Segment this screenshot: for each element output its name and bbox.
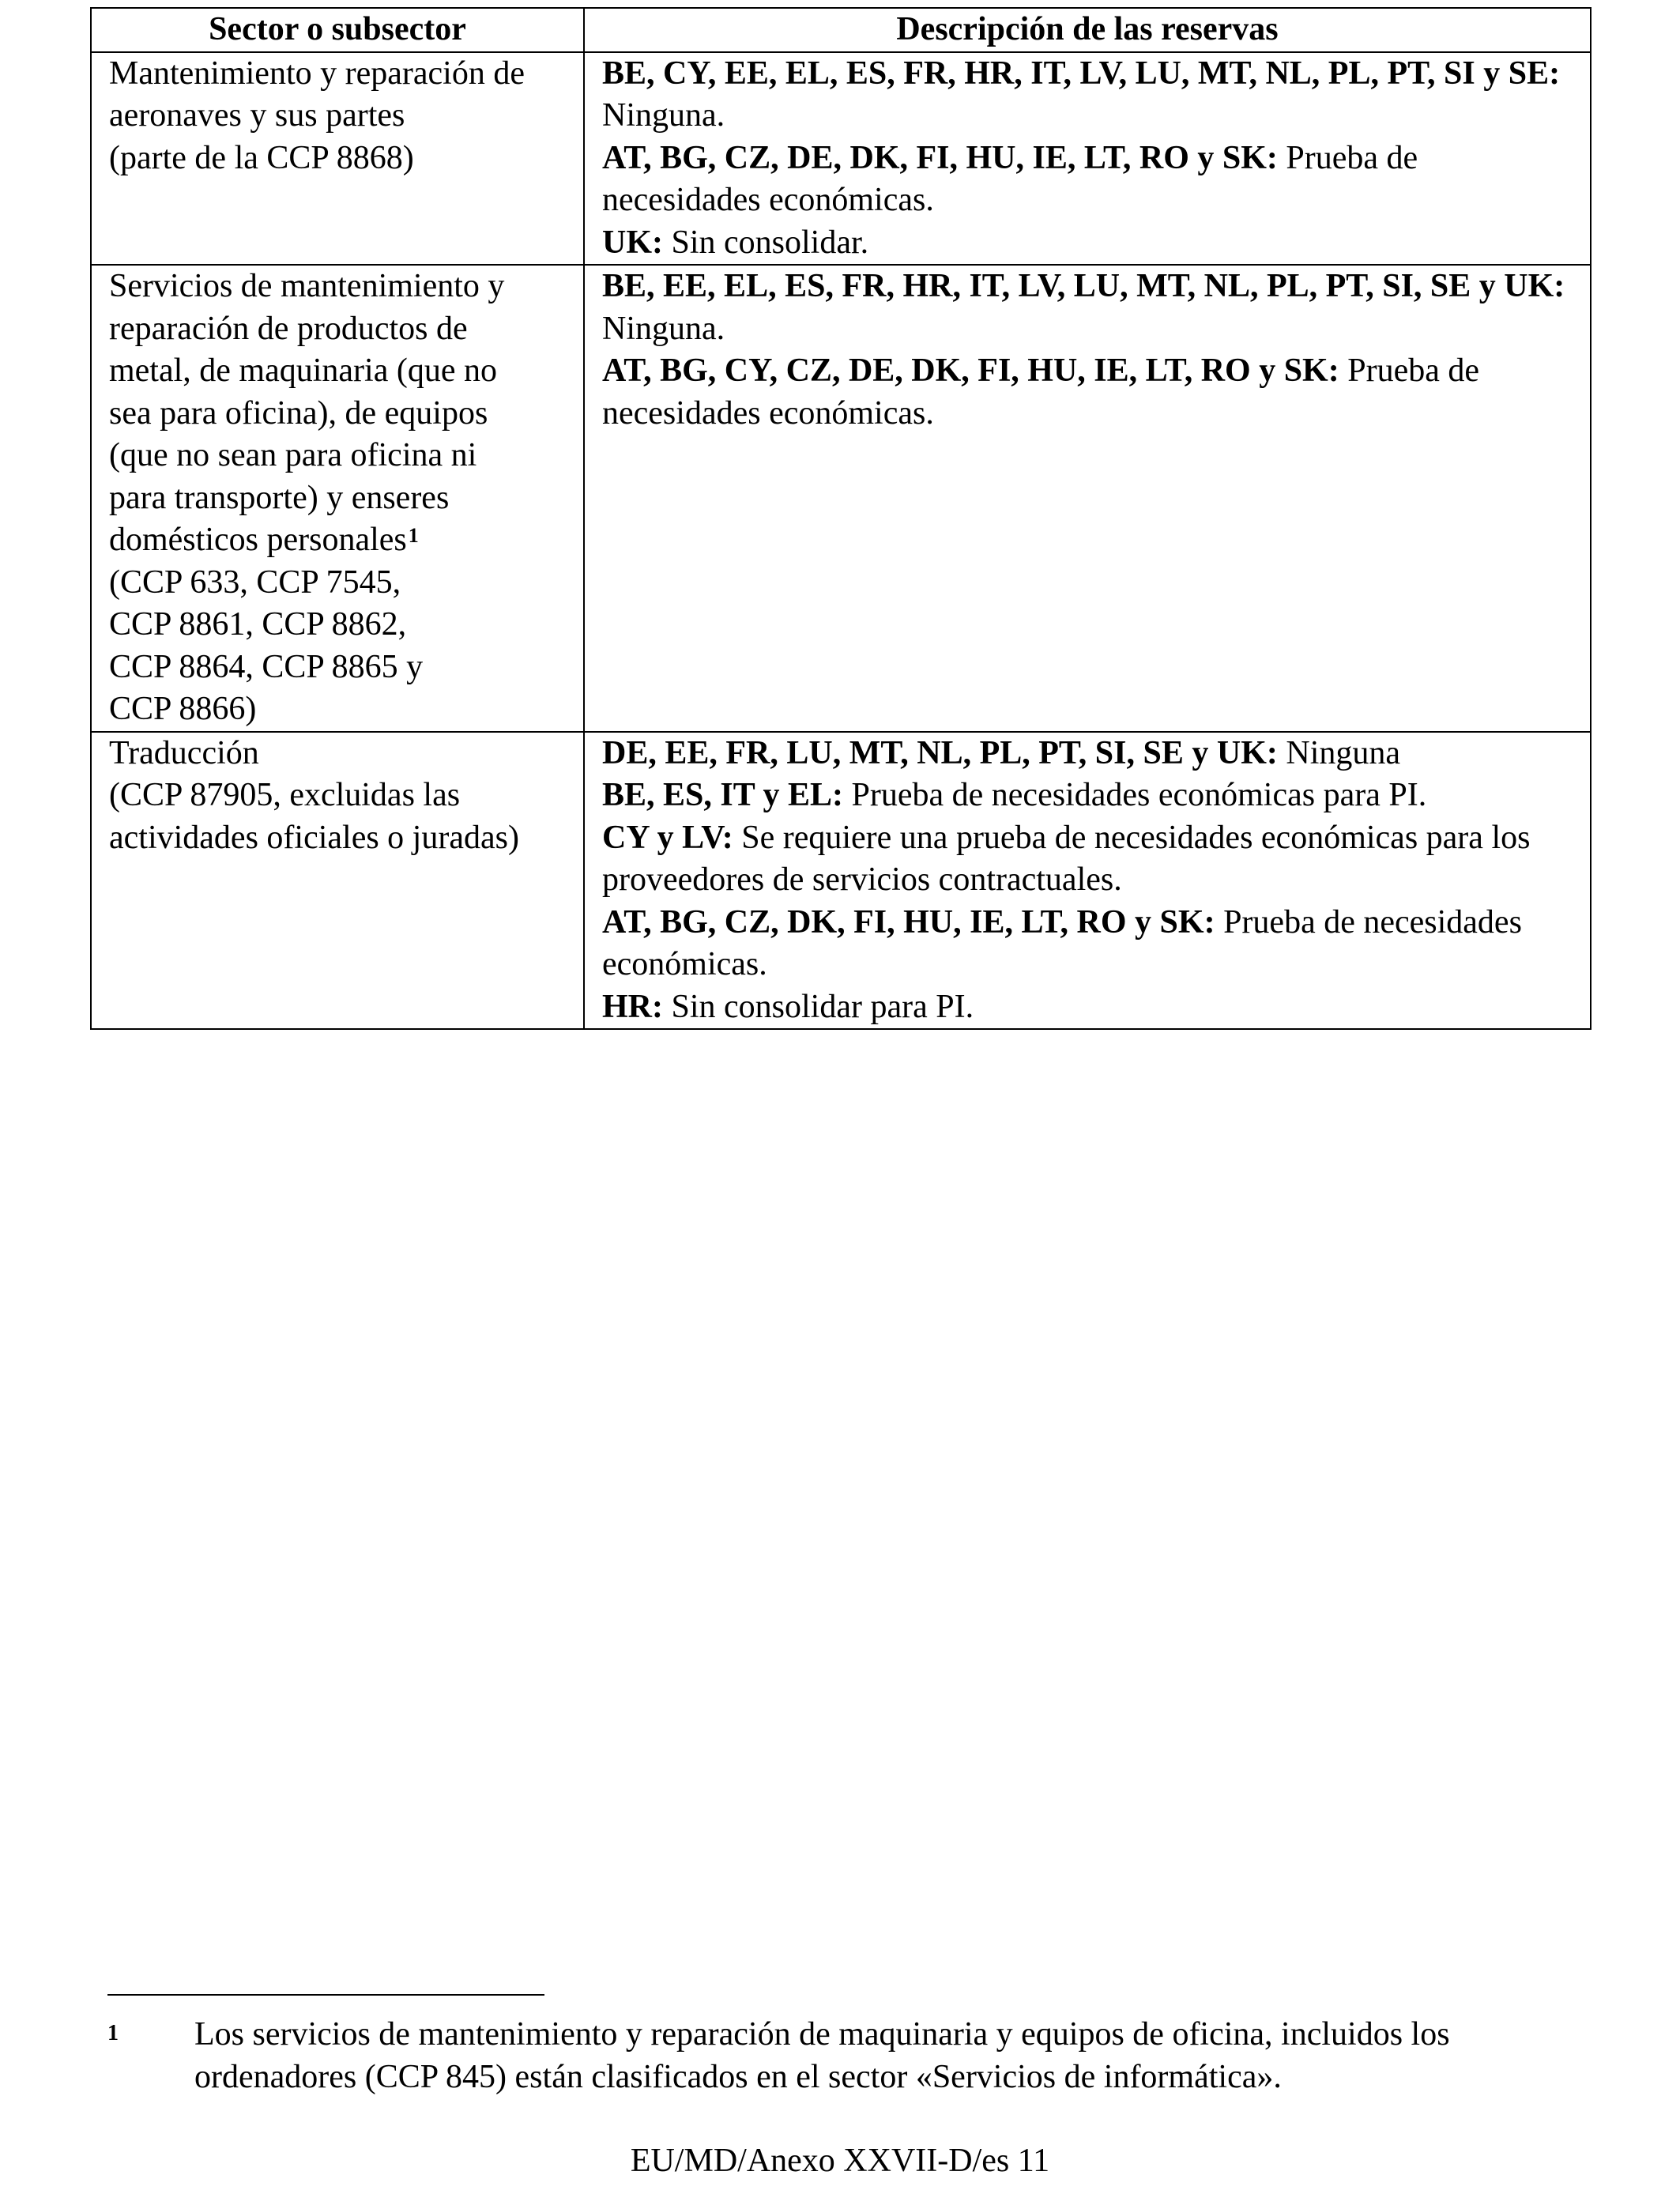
- reservation-entry: [602, 986, 1577, 1029]
- reservation-entry: [602, 817, 1577, 902]
- reservation-cell: [584, 52, 1591, 266]
- sector-line: (que no sean para oficina ni: [109, 437, 477, 473]
- sector-line: (CCP 633, CCP 7545,: [109, 564, 401, 601]
- reservation-entry: [602, 350, 1577, 435]
- footnote-marker: 1: [107, 2021, 119, 2045]
- reservation-entry: [602, 775, 1577, 817]
- reservation-text: Ninguna: [1277, 734, 1401, 771]
- sector-line: CCP 8861, CCP 8862,: [109, 606, 407, 643]
- reservation-countries: DE, EE, FR, LU, MT, NL, PL, PT, SI, SE y UK:: [602, 734, 1278, 771]
- reservation-entry: [602, 266, 1577, 350]
- sector-line: actividades oficiales o juradas): [109, 819, 519, 856]
- reservations-table: [90, 7, 1591, 1030]
- reservation-text: Prueba de necesidades económicas para PI.: [843, 777, 1427, 813]
- sector-line: metal, de maquinaria (que no: [109, 352, 497, 389]
- reservation-countries: HR:: [602, 988, 663, 1025]
- reservation-countries: AT, BG, CZ, DK, FI, HU, IE, LT, RO y SK:: [602, 903, 1215, 941]
- sector-line: (CCP 87905, excluidas las: [109, 777, 461, 813]
- footnote: [107, 2014, 1577, 2098]
- reservation-cell: [584, 732, 1591, 1030]
- reservation-text: Ninguna.: [602, 97, 725, 134]
- sector-line: reparación de productos de: [109, 310, 468, 347]
- header-sector: Sector o subsector: [91, 8, 584, 52]
- reservation-text: Se requiere una prueba de necesidades económicas para los proveedores de servicios contractuales.: [602, 819, 1531, 898]
- sector-line: CCP 8866): [109, 691, 257, 727]
- sector-line: Servicios de mantenimiento y: [109, 268, 505, 304]
- reservation-text: Sin consolidar para PI.: [663, 988, 974, 1025]
- sector-line: para transporte) y enseres: [109, 479, 450, 516]
- sector-line: aeronaves y sus partes: [109, 97, 405, 134]
- sector-cell: [91, 732, 584, 1030]
- sector-line: CCP 8864, CCP 8865 y: [109, 648, 424, 685]
- reservation-text: Prueba de necesidades económicas.: [602, 139, 1418, 218]
- table-header-row: [91, 8, 1591, 52]
- reservation-entry: [602, 138, 1577, 222]
- sector-line: Mantenimiento y reparación de: [109, 55, 525, 92]
- sector-line: (parte de la CCP 8868): [109, 139, 414, 176]
- footnote-text: Los servicios de mantenimiento y reparación de maquinaria y equipos de oficina, incluidos los ordenadores (CCP 845) están clasificados en el sector «Servicios de informática».: [194, 2016, 1450, 2095]
- reservation-text: Ninguna.: [602, 310, 725, 347]
- reservation-entry: [602, 902, 1577, 986]
- header-description: Descripción de las reservas: [584, 8, 1591, 52]
- sector-line: sea para oficina), de equipos: [109, 394, 488, 432]
- footnote-separator: [107, 1994, 544, 1996]
- reservation-countries: AT, BG, CZ, DE, DK, FI, HU, IE, LT, RO y SK:: [602, 139, 1278, 176]
- reservation-countries: BE, CY, EE, EL, ES, FR, HR, IT, LV, LU, MT, NL, PL, PT, SI y SE:: [602, 55, 1561, 92]
- reservation-cell: [584, 265, 1591, 732]
- reservation-text: Sin consolidar.: [663, 224, 869, 261]
- sector-cell: [91, 265, 584, 732]
- reservation-countries: UK:: [602, 224, 663, 261]
- table-body: [91, 52, 1591, 1030]
- sector-line: [109, 519, 571, 562]
- page-footer: EU/MD/Anexo XXVII-D/es 11: [630, 2143, 1050, 2179]
- sector-cell: [91, 52, 584, 266]
- reservation-entry: [602, 53, 1577, 138]
- table-row: [91, 265, 1591, 732]
- table-row: [91, 52, 1591, 266]
- reservation-entry: [602, 222, 1577, 265]
- reservation-entry: [602, 733, 1577, 775]
- reservation-countries: AT, BG, CY, CZ, DE, DK, FI, HU, IE, LT, RO y SK:: [602, 352, 1339, 389]
- sector-line: Traducción: [109, 734, 259, 771]
- reservation-text: Prueba de necesidades económicas.: [602, 352, 1479, 432]
- reservation-countries: CY y LV:: [602, 819, 733, 856]
- reservation-text: Prueba de necesidades económicas.: [602, 903, 1522, 982]
- sector-line-text: domésticos personales: [109, 522, 407, 558]
- footnote-reference[interactable]: 1: [408, 524, 419, 547]
- table-row: [91, 732, 1591, 1030]
- reservation-countries: BE, EE, EL, ES, FR, HR, IT, LV, LU, MT, NL, PL, PT, SI, SE y UK:: [602, 268, 1565, 304]
- reservation-countries: BE, ES, IT y EL:: [602, 777, 844, 813]
